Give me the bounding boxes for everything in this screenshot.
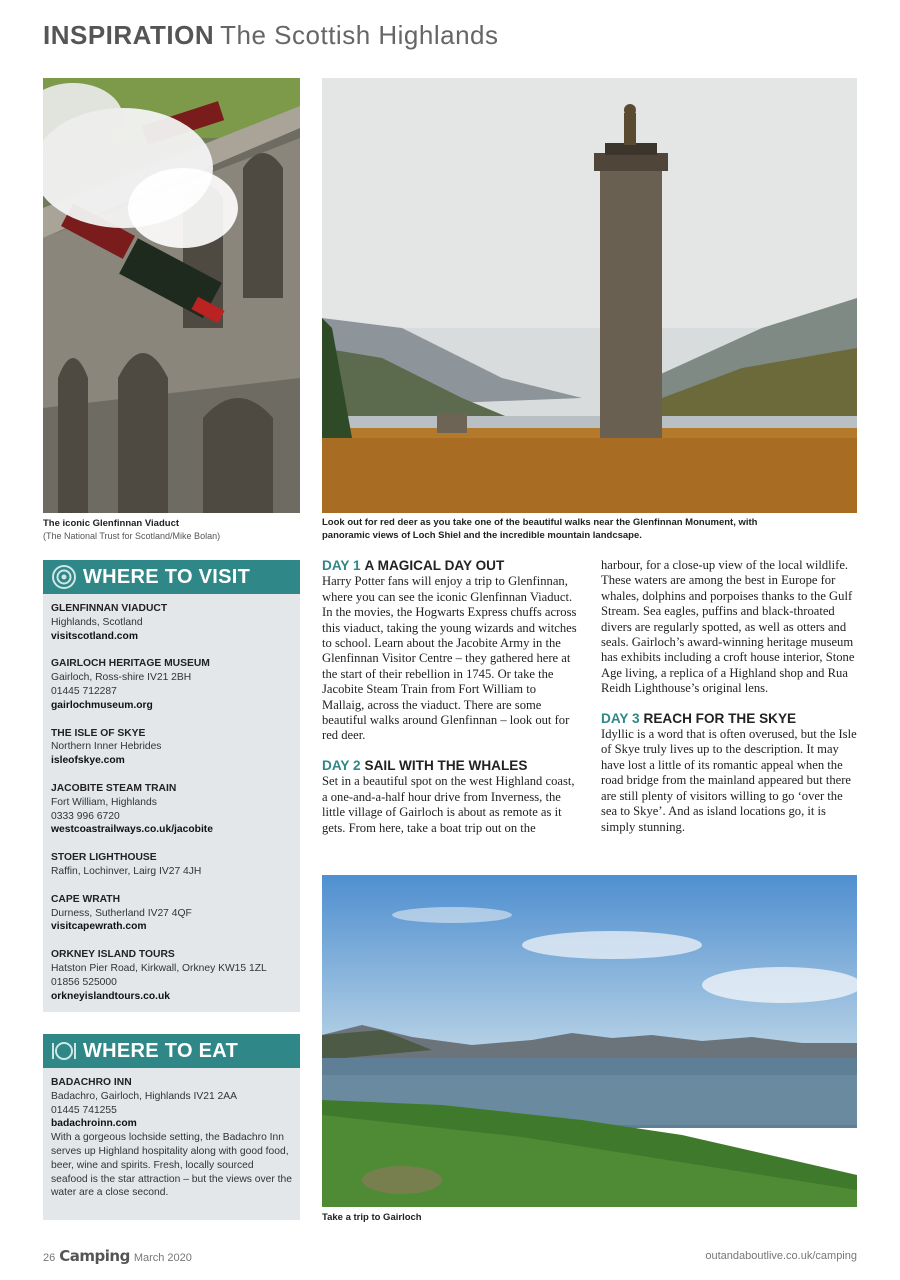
entry-line: Hatston Pier Road, Kirkwall, Orkney KW15 1ZL bbox=[51, 962, 267, 974]
day1-label: DAY 1 bbox=[322, 558, 361, 573]
gairloch-photo bbox=[322, 875, 857, 1207]
visit-entry bbox=[51, 782, 292, 837]
visit-entry bbox=[51, 948, 292, 1003]
day3-heading bbox=[601, 711, 857, 726]
entry-line: Raffin, Lochinver, Lairg IV27 4JH bbox=[51, 865, 202, 877]
where-to-eat-list bbox=[43, 1068, 300, 1206]
entry-name: GAIRLOCH HERITAGE MUSEUM bbox=[51, 658, 210, 670]
day1-title: A MAGICAL DAY OUT bbox=[364, 558, 505, 573]
viaduct-photo bbox=[43, 78, 300, 513]
where-to-eat-heading bbox=[43, 1034, 300, 1068]
entry-link[interactable]: isleofskye.com bbox=[51, 755, 125, 767]
day3-label: DAY 3 bbox=[601, 710, 640, 726]
monument-caption-text: Look out for red deer as you take one of the beautiful walks near the Glenfinnan Monument, with panoramic views of Loch Shiel and the incredible mountain landcsape. bbox=[322, 517, 758, 541]
day2-text: Set in a beautiful spot on the west Highland coast, a one-and-a-half hour drive from Inverness, the little village of Gairloch is about as remote as it gets. From here, take a boat trip out on the bbox=[322, 774, 575, 835]
visit-entry bbox=[51, 602, 292, 643]
footer-url[interactable]: outandaboutlive.co.uk/camping bbox=[705, 1250, 857, 1262]
entry-line: 01445 712287 bbox=[51, 685, 117, 697]
entry-name: BADACHRO INN bbox=[51, 1077, 132, 1088]
entry-line: Highlands, Scotland bbox=[51, 616, 143, 628]
entry-line: Badachro, Gairloch, Highlands IV21 2AA bbox=[51, 1090, 238, 1102]
where-to-visit-list bbox=[43, 594, 300, 1023]
where-to-eat-title: WHERE TO EAT bbox=[83, 1039, 239, 1062]
eye-icon bbox=[51, 564, 77, 590]
entry-name: JACOBITE STEAM TRAIN bbox=[51, 782, 177, 794]
entry-link[interactable]: visitcapewrath.com bbox=[51, 921, 147, 933]
entry-line: 01445 741255 bbox=[51, 1104, 117, 1116]
entry-link[interactable]: badachroinn.com bbox=[51, 1118, 137, 1130]
article-column-2 bbox=[601, 558, 857, 835]
visit-entry bbox=[51, 727, 292, 768]
day1-text: Harry Potter fans will enjoy a trip to Glenfinnan, where you can see the iconic Glenfinnan Viaduct. In the movies, the Hogwarts Express chuffs across this viaduct, taking the young wizards and witches to school. Learn about the Jacobite Army in the Glenfinnan Visitor Centre – they gathered here at the start of their rebellion in 1745. Or take the Jacobite Steam Train from Fort William to Mallaig, across the viaduct. There are some beautiful walks around Glenfinnan – look out for red deer. bbox=[322, 574, 577, 743]
day2-title: SAIL WITH THE WHALES bbox=[364, 757, 528, 773]
article-column-1 bbox=[322, 558, 577, 836]
day2-label: DAY 2 bbox=[322, 757, 361, 773]
entry-name: STOER LIGHTHOUSE bbox=[51, 852, 157, 864]
viaduct-caption bbox=[43, 517, 300, 543]
where-to-visit-heading bbox=[43, 560, 300, 594]
visit-entry bbox=[51, 657, 292, 712]
section-kicker: INSPIRATION bbox=[43, 20, 215, 50]
monument-photo bbox=[322, 78, 857, 513]
entry-line: Gairloch, Ross-shire IV21 2BH bbox=[51, 672, 192, 684]
footer-right bbox=[705, 1250, 857, 1262]
visit-entry bbox=[51, 893, 292, 934]
magazine-name: Camping bbox=[59, 1247, 130, 1265]
day3-text: Idyllic is a word that is often overused, but the Isle of Skye truly lives up to the description. It may have lost a little of its romantic appeal when the road bridge from the mainland appeared but there are still plenty of visitors willing to go ‘over the sea to Skye’. And as island locations go, it is simply stunning. bbox=[601, 727, 857, 834]
where-to-visit-title: WHERE TO VISIT bbox=[83, 565, 251, 588]
monument-caption bbox=[322, 516, 792, 542]
entry-link[interactable]: westcoastrailways.co.uk/jacobite bbox=[51, 824, 213, 836]
page-title: The Scottish Highlands bbox=[220, 20, 499, 50]
eat-entry bbox=[51, 1076, 292, 1200]
page-header bbox=[43, 20, 499, 51]
issue-date: March 2020 bbox=[133, 1252, 192, 1264]
entry-link[interactable]: visitscotland.com bbox=[51, 630, 138, 642]
day3-title: REACH FOR THE SKYE bbox=[643, 710, 797, 726]
where-to-eat-box bbox=[43, 1034, 300, 1220]
entry-line: 0333 996 6720 bbox=[51, 810, 120, 822]
gairloch-caption bbox=[322, 1211, 622, 1224]
footer-left bbox=[43, 1247, 192, 1265]
page-number: 26 bbox=[43, 1252, 56, 1264]
where-to-visit-box bbox=[43, 560, 300, 1012]
entry-name: GLENFINNAN VIADUCT bbox=[51, 603, 168, 614]
day2-heading bbox=[322, 758, 577, 773]
entry-link[interactable]: orkneyislandtours.co.uk bbox=[51, 990, 171, 1002]
entry-line: Fort William, Highlands bbox=[51, 796, 157, 808]
entry-name: CAPE WRATH bbox=[51, 893, 121, 905]
entry-link[interactable]: gairlochmuseum.org bbox=[51, 699, 153, 711]
plate-cutlery-icon bbox=[51, 1038, 77, 1064]
day2-text-continued: harbour, for a close-up view of the local wildlife. These waters are among the best in Europe for whales, dolphins and porpoises thanks to the Gulf Stream. Sea eagles, puffins and black-throated divers are regularly spotted, as well as otters and seals. Gairloch’s award-winning heritage museum has exhibits including a croft house interior, Stone Age living, a replica of a Highland shop and Rua Reidh Lighthouse’s original lens. bbox=[601, 558, 855, 696]
visit-entry bbox=[51, 851, 292, 879]
entry-description: With a gorgeous lochside setting, the Badachro Inn serves up Highland hospitality along with good food, beer, wine and spirits. Fresh, locally sourced seafood is the star attraction – but the views over the water are a close second. bbox=[51, 1132, 292, 1199]
viaduct-credit: (The National Trust for Scotland/Mike Bolan) bbox=[43, 531, 221, 541]
entry-line: Northern Inner Hebrides bbox=[51, 741, 162, 753]
gairloch-caption-text: Take a trip to Gairloch bbox=[322, 1212, 422, 1223]
viaduct-caption-text: The iconic Glenfinnan Viaduct bbox=[43, 518, 180, 529]
entry-line: Durness, Sutherland IV27 4QF bbox=[51, 907, 192, 919]
entry-name: THE ISLE OF SKYE bbox=[51, 727, 146, 739]
entry-name: ORKNEY ISLAND TOURS bbox=[51, 949, 175, 961]
entry-line: 01856 525000 bbox=[51, 976, 117, 988]
day1-heading bbox=[322, 558, 577, 573]
